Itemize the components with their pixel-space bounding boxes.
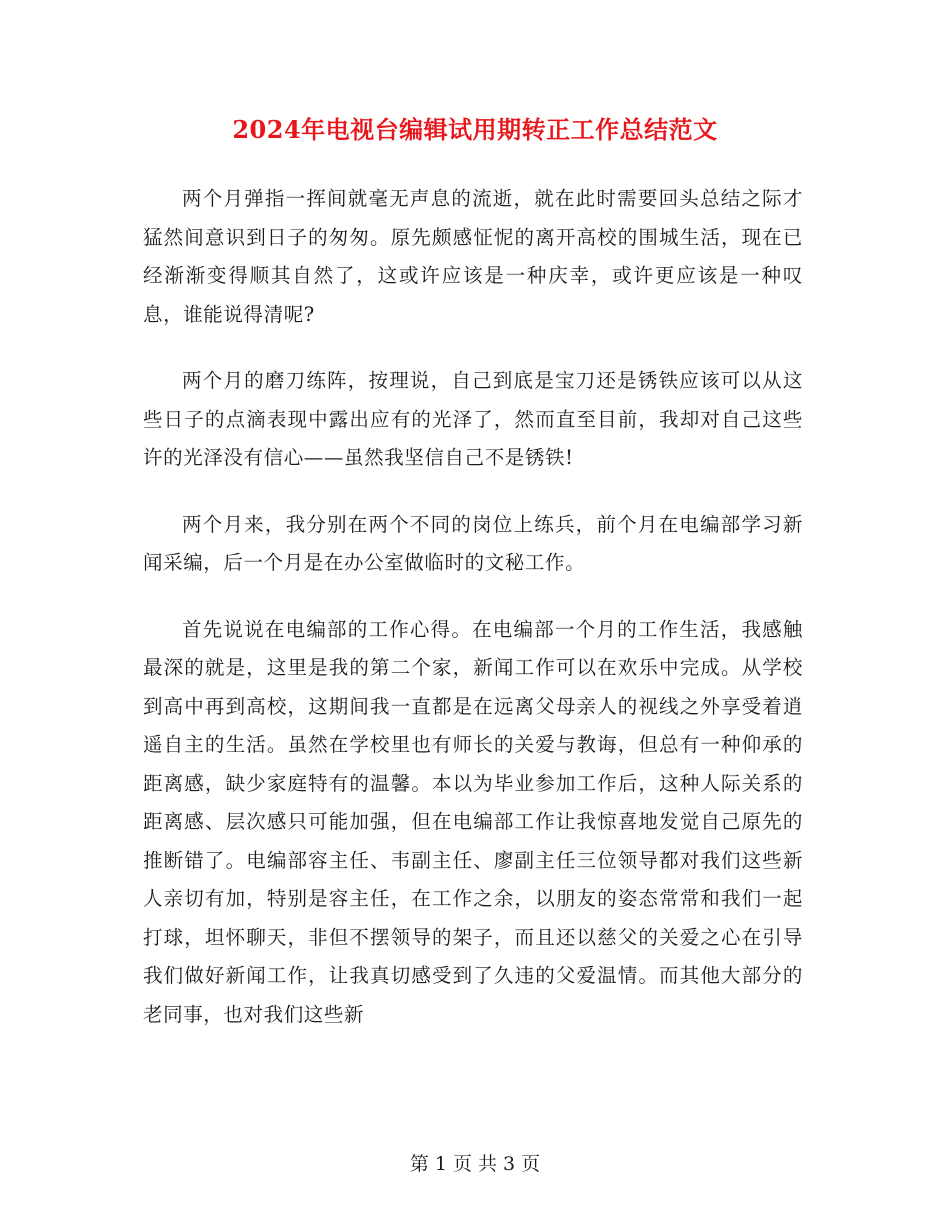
document-body: [143, 180, 803, 1062]
page-number-footer: 第 1 页 共 3 页: [409, 1153, 541, 1175]
paragraph-4: 首先说说在电编部的工作心得。在电编部一个月的工作生活，我感触最深的就是，这里是我的第二个家，新闻工作可以在欢乐中完成。从学校到高中再到高校，这期间我一直都是在远离父母亲人的视线之外享受着逍遥自主的生活。虽然在学校里也有师长的关爱与教诲，但总有一种仰承的距离感，缺少家庭特有的温馨。本以为毕业参加工作后，这种人际关系的距离感、层次感只可能加强，但在电编部工作让我惊喜地发觉自己原先的推断错了。电编部容主任、韦副主任、廖副主任三位领导都对我们这些新人亲切有加，特别是容主任，在工作之余，以朋友的姿态常常和我们一起打球，坦怀聊天，非但不摆领导的架子，而且还以慈父的关爱之心在引导我们做好新闻工作，让我真切感受到了久违的父爱温情。而其他大部分的老同事，也对我们这些新: [143, 617, 803, 1026]
document-title: 2024年电视台编辑试用期转正工作总结范文: [232, 115, 718, 144]
paragraph-2: 两个月的磨刀练阵，按理说，自己到底是宝刀还是锈铁应该可以从这些日子的点滴表现中露出应有的光泽了，然而直至目前，我却对自己这些许的光泽没有信心——虽然我坚信自己不是锈铁!: [143, 369, 803, 469]
paragraph-3: 两个月来，我分别在两个不同的岗位上练兵，前个月在电编部学习新闻采编，后一个月是在办公室做临时的文秘工作。: [143, 512, 803, 574]
paragraph-1: 两个月弹指一挥间就毫无声息的流逝，就在此时需要回头总结之际才猛然间意识到日子的匆匆。原先颇感怔怩的离开高校的围城生活，现在已经渐渐变得顺其自然了，这或许应该是一种庆幸，或许更应该是一种叹息，谁能说得清呢?: [143, 187, 803, 326]
